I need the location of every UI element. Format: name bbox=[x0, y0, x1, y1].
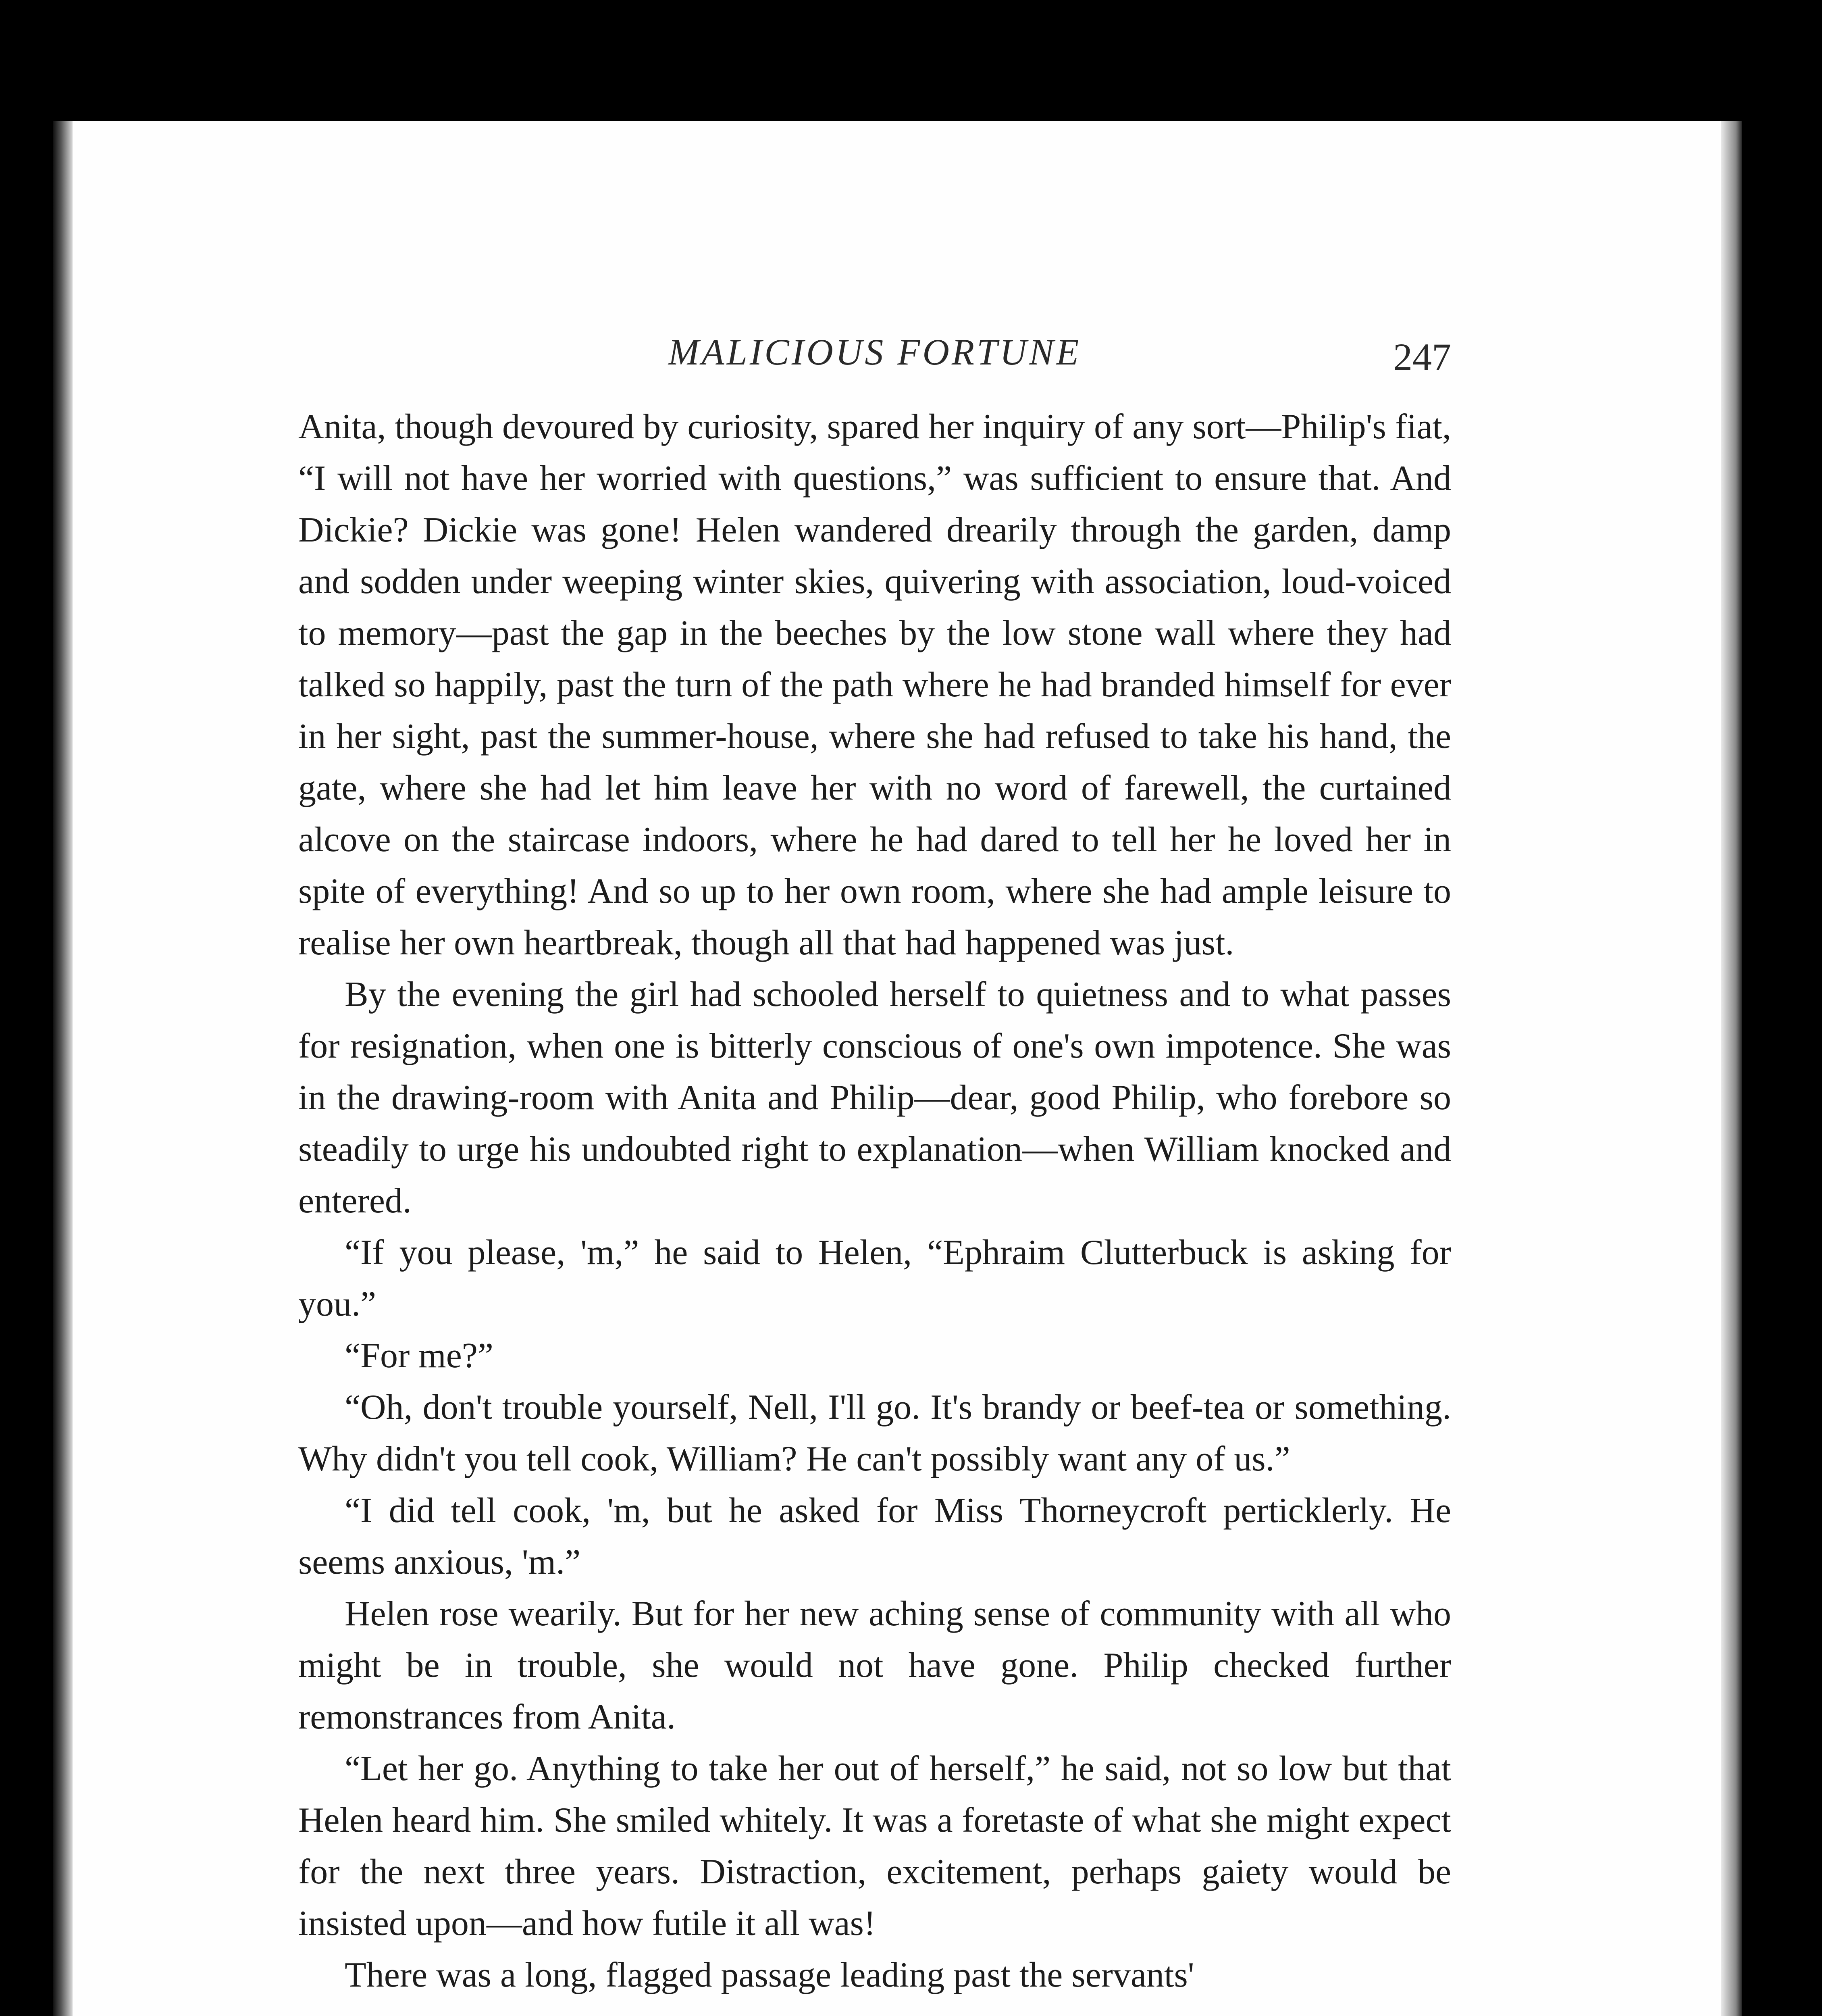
paragraph-3: “If you please, 'm,” he said to Helen, “Ephraim Clutterbuck is asking for you.” bbox=[298, 1233, 1451, 1324]
running-title: MALICIOUS FORTUNE bbox=[668, 331, 1082, 373]
paragraph-6: “I did tell cook, 'm, but he asked for Miss Thorneycroft perticklerly. He seems anxious, 'm.” bbox=[298, 1491, 1451, 1582]
paragraph-7: Helen rose wearily. But for her new aching sense of community with all who might be in trouble, she would not have gone. Philip checked further remonstrances from Anita. bbox=[298, 1594, 1451, 1737]
paragraph-2: By the evening the girl had schooled herself to quietness and to what passes for resignation, when one is bitterly conscious of one's own impotence. She was in the drawing-room with Anita and Philip—dear, good Philip, who forebore so steadily to urge his undoubted right to explanation—when William knocked and entered. bbox=[298, 975, 1451, 1220]
body-text bbox=[298, 401, 1451, 2001]
paragraph-8: “Let her go. Anything to take her out of herself,” he said, not so low but that Helen heard him. She smiled whitely. It was a foretaste of what she might expect for the next three years. Distraction, excitement, perhaps gaiety would be insisted upon—and how futile it all was! bbox=[298, 1749, 1451, 1943]
page-right-edge bbox=[1721, 121, 1742, 2016]
paragraph-4: “For me?” bbox=[345, 1336, 493, 1375]
page-number: 247 bbox=[1393, 335, 1451, 379]
paragraph-9: There was a long, flagged passage leading past the servants' bbox=[345, 1956, 1194, 1995]
page-header bbox=[298, 331, 1451, 383]
paragraph-1: Anita, though devoured by curiosity, spared her inquiry of any sort—Philip's fiat, “I will not have her worried with questions,” was sufficient to ensure that. And Dickie? Dickie was gone! Helen wandered drearily through the garden, damp and sodden under weeping winter skies, quivering with association, loud-voiced to memory—past the gap in the beeches by the low stone wall where they had talked so happily, past the turn of the path where he had branded himself for ever in her sight, past the summer-house, where she had refused to take his hand, the gate, where she had let him leave her with no word of farewell, the curtained alcove on the staircase indoors, where he had dared to tell her he loved her in spite of everything! And so up to her own room, where she had ample leisure to realise her own heartbreak, though all that had happened was just. bbox=[298, 407, 1451, 962]
page-gutter-shadow bbox=[53, 121, 73, 2016]
paragraph-5: “Oh, don't trouble yourself, Nell, I'll go. It's brandy or beef-tea or something. Why didn't you tell cook, William? He can't possibly want any of us.” bbox=[298, 1388, 1451, 1479]
